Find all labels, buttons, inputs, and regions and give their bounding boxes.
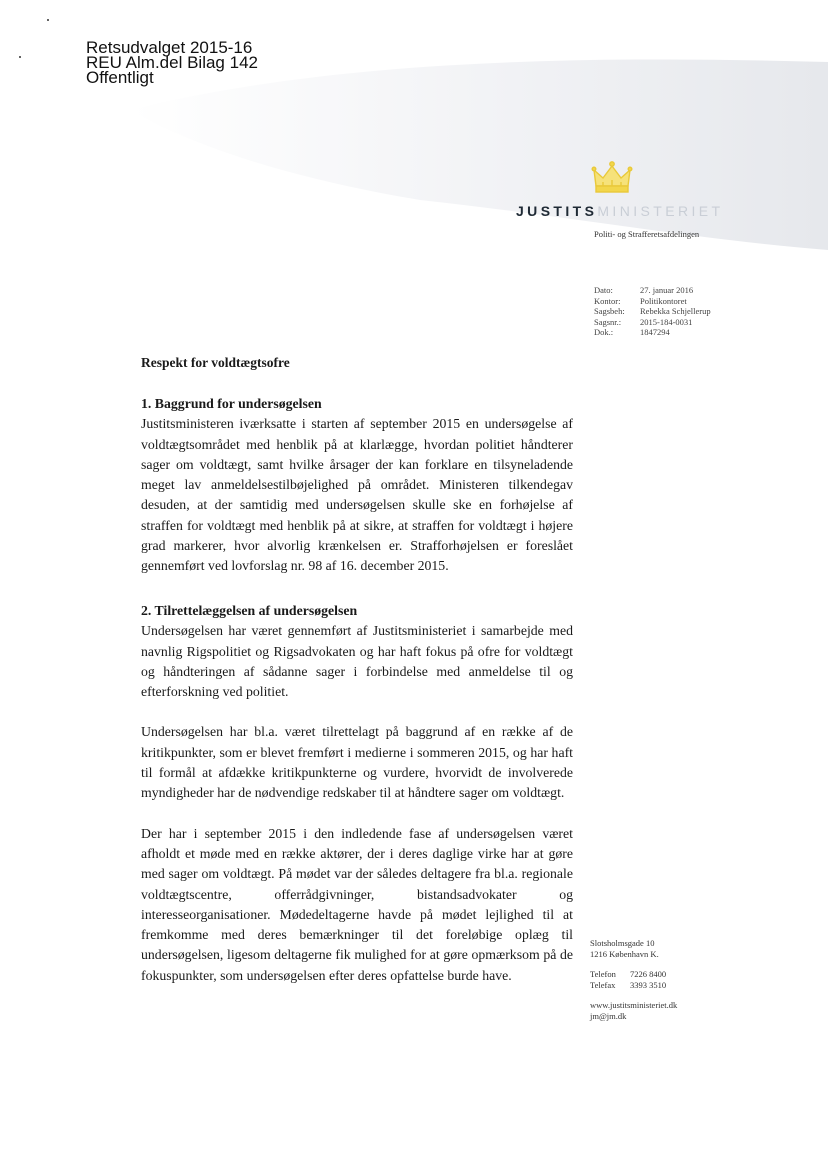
meta-label: Dok.: [594,327,614,337]
ministry-logo-wordmark [516,203,723,219]
scan-speck [19,56,21,58]
website-link[interactable]: www.justitsministeriet.dk [590,1000,678,1010]
logo-word-dark: JUSTITS [516,203,598,219]
meta-label: Dato: [594,285,613,295]
meta-row [594,296,711,307]
document-title: Respekt for voldtægtsofre [141,355,290,370]
archive-stamp [86,40,258,85]
address-city: 1216 København K. [590,948,659,959]
meta-value: Politikontoret [640,295,687,306]
section-paragraph: Undersøgelsen har bl.a. været tilrettelagt på baggrund af en række af de kritikpunkter, som er blevet fremført i medierne i sommeren 2015, og har haft til formål at afdække kritikpunkterne og vurdere, hvorvidt de involverede myndigheder har de nødvendige redskaber til at håndtere sager om voldtægt. [141,724,573,801]
fax-number: 3393 3510 [630,979,667,990]
crown-icon [590,160,634,196]
phone-number: 7226 8400 [630,969,667,979]
section-organisation [141,601,573,986]
meta-value: 27. januar 2016 [640,285,694,295]
section-heading: 2. Tilrettelæggelsen af undersøgelsen [141,603,358,618]
phone-label: Telefon [590,969,616,979]
meta-row [594,327,711,338]
meta-row [594,285,711,296]
meta-label: Kontor: [594,295,621,306]
logo-word-light: MINISTERIET [597,203,724,219]
section-heading: 1. Baggrund for undersøgelsen [141,396,322,411]
ministry-address [590,938,677,1021]
email-link[interactable]: jm@jm.dk [590,1010,627,1021]
meta-value: Rebekka Schjellerup [640,306,711,316]
meta-label: Sagsnr.: [594,316,622,327]
meta-row [594,317,711,328]
department-name: Politi- og Strafferetsafdelingen [594,229,700,239]
section-paragraph: Undersøgelsen har været gennemført af Justitsministeriet i samarbejde med navnlig Rigspolitiet og Rigsadvokaten og har haft fokus på ofre for voldtægt og håndteringen af sådanne sager i forbindelse med anmeldelse til og efterforskning ved politiet. [141,623,573,700]
meta-value: 2015-184-0031 [640,316,693,327]
meta-value: 1847294 [640,327,670,337]
document-metadata [594,285,711,338]
scan-speck [47,19,49,21]
address-street: Slotsholmsgade 10 [590,938,655,948]
meta-row [594,306,711,317]
stamp-line-committee: Retsudvalget 2015-16 [86,38,253,57]
section-paragraph: Der har i september 2015 i den indledende fase af undersøgelsen været afholdt et møde med en række aktører, der i deres daglige virke har at gøre med sager om voldtægt. På mødet var der således deltagere fra bl.a. regionale voldtægtscentre, offerrådgivninger, bistandsadvokater og interesseorganisationer. Mødedeltagerne havde på mødet lejlighed til at fremkomme med deres bemærkninger til det foreløbige oplæg til undersøgelsen, ligesom deltagerne fik mulighed for at gøre opmærksom på de fokuspunkter, som undersøgelsen efter deres opfattelse burde have. [141,825,573,983]
fax-label: Telefax [590,979,616,990]
meta-label: Sagsbeh: [594,306,625,316]
stamp-line-public: Offentligt [86,68,154,87]
section-paragraph: Justitsministeren iværksatte i starten af september 2015 en undersøgelse af voldtægtsområdet med henblik på at klarlægge, hvordan politiet håndterer sager om voldtægt, samt hvilke årsager der kan forklare en tilsyneladende meget lav anmeldelsestilbøjelighed på området. Ministeren tilkendegav desuden, at der samtidig med undersøgelsen skulle ske en forhøjelse af straffen for voldtægt med henblik på at sikre, at straffen for voldtægt i højere grad markerer, hvor alvorlig krænkelsen er. Strafforhøjelsen er foreslået gennemført ved lovforslag nr. 98 af 16. december 2015. [141,416,573,574]
section-background [141,394,573,577]
stamp-line-bilag: REU Alm.del Bilag 142 [86,53,258,72]
